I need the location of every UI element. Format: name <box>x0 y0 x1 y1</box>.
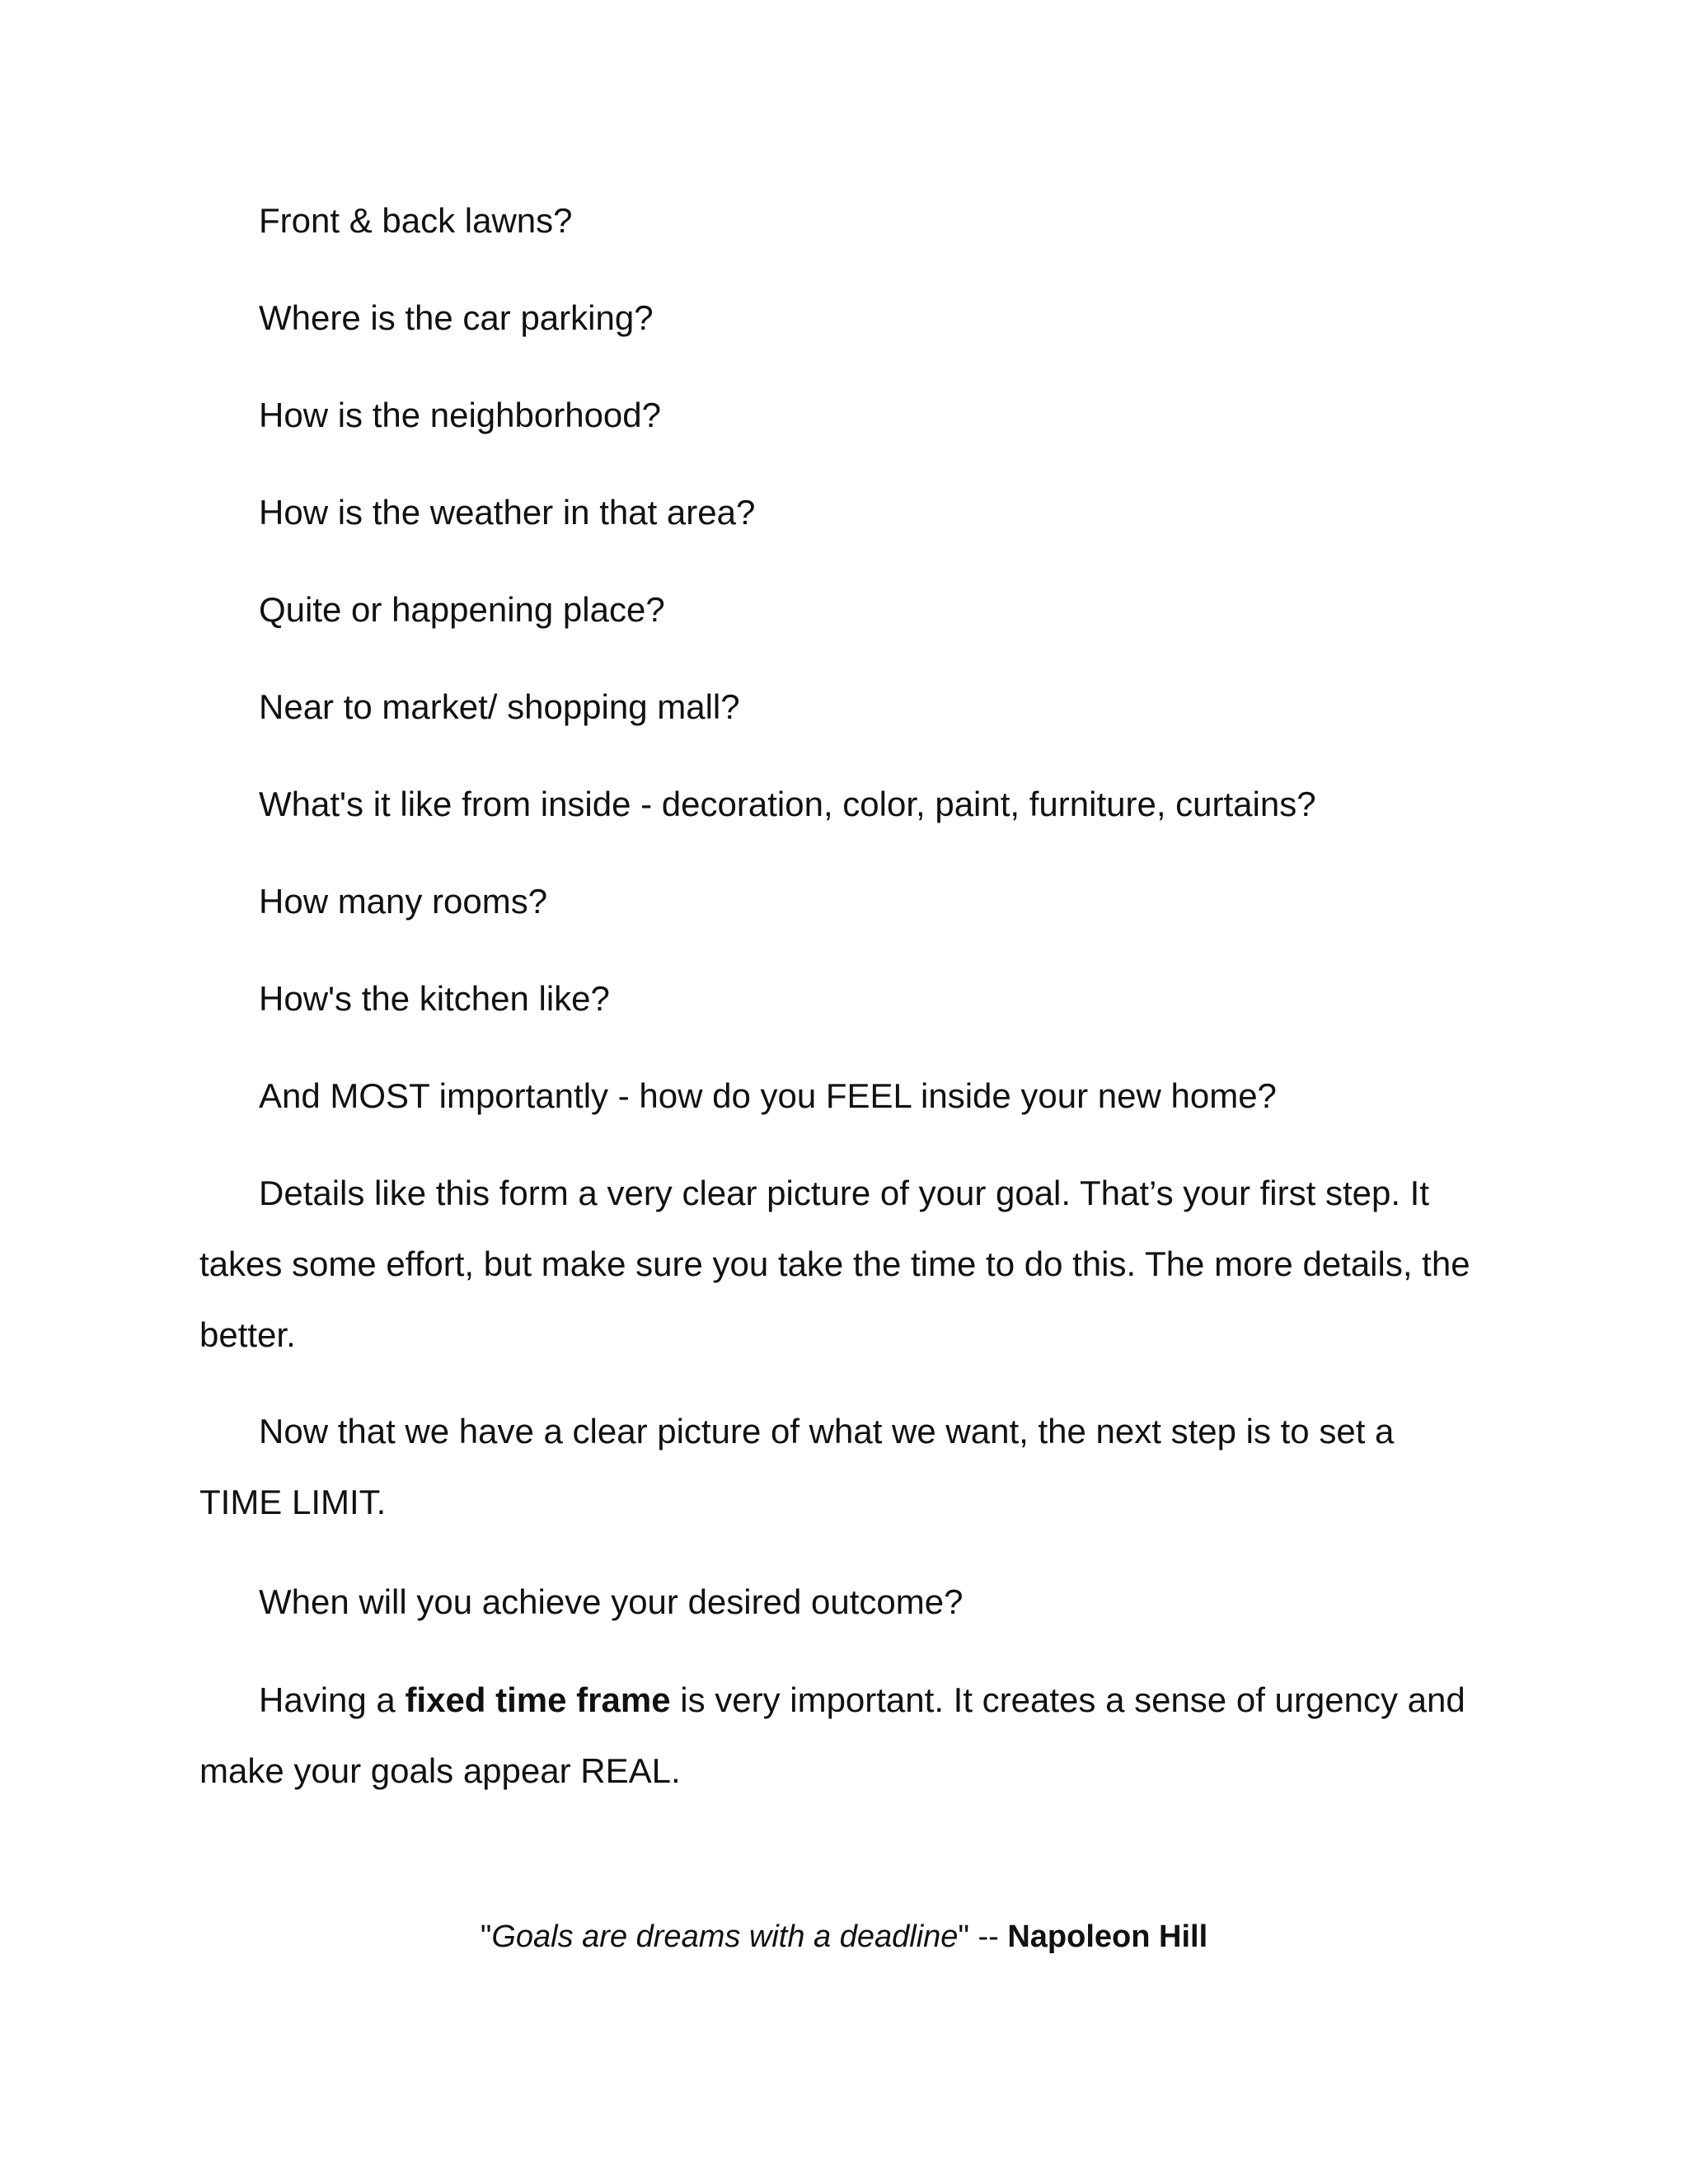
question-line: How is the weather in that area? <box>259 493 756 532</box>
question-line: Where is the car parking? <box>259 298 654 337</box>
question-line: Near to market/ shopping mall? <box>259 687 740 726</box>
question-line: And MOST importantly - how do you FEEL inside your new home? <box>259 1076 1277 1115</box>
quote-open-mark: " <box>480 1919 492 1954</box>
question-line: Front & back lawns? <box>259 201 573 240</box>
paragraph-details: Details like this form a very clear picture of your goal. That’s your first step. It takes some effort, but make sure you take the time to do this. The more details, the better. <box>199 1174 1470 1354</box>
question-line: How many rooms? <box>259 882 548 921</box>
quote-close-mark: " -- <box>958 1919 1008 1954</box>
question-line: How's the kitchen like? <box>259 979 610 1018</box>
quote-author: Napoleon Hill <box>1007 1919 1208 1954</box>
question-line: How is the neighborhood? <box>259 396 662 434</box>
paragraph-fixed-time-frame <box>199 1665 1485 1807</box>
paragraph-text: is very important. It creates a sense of urgency and make your goals appear REAL. <box>199 1680 1465 1790</box>
quote-text: Goals are dreams with a deadline <box>491 1919 959 1954</box>
paragraph-time-limit: Now that we have a clear picture of what we want, the next step is to set a TIME LIMIT. <box>199 1412 1395 1521</box>
question-line: Quite or happening place? <box>259 590 665 629</box>
quote <box>0 1912 1688 1961</box>
question-line: What's it like from inside - decoration, color, paint, furniture, curtains? <box>259 785 1316 823</box>
question-when: When will you achieve your desired outcome? <box>259 1582 964 1621</box>
emphasis-text: fixed time frame <box>405 1680 671 1719</box>
paragraph-text: Having a <box>259 1680 406 1719</box>
